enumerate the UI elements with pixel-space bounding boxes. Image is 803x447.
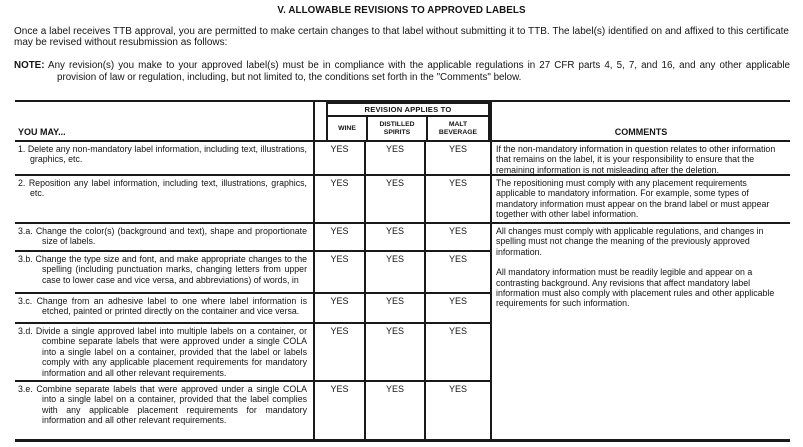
malt-beverage-value-row-2: YES: [424, 176, 490, 224]
distilled-spirits-value-row-3b: YES: [364, 252, 424, 294]
note-label: NOTE:: [14, 60, 45, 72]
distilled-spirits-value-row-3c: YES: [364, 294, 424, 324]
malt-beverage-value-row-3a: YES: [424, 224, 490, 252]
distilled-spirits-value-row-2: YES: [364, 176, 424, 224]
you-may-cell-row-3b: 3.b. Change the type size and font, and make appropriate changes to the spelling (including punctuation marks, changing letters from upper case to lower case and vice versa, and abbreviations) of words, in: [15, 252, 313, 294]
wine-value-row-3a: YES: [313, 224, 364, 252]
you-may-cell-row-3d: 3.d. Divide a single approved label into multiple labels on a container, or combine separate labels that were approved under a single COLA into a single label on a container, provided that the label or labels comply with any applicable placement requirements for mandatory information and all other relevant requirements.: [15, 324, 313, 382]
revision-applies-box: [326, 102, 490, 140]
intro-paragraph: Once a label receives TTB approval, you are permitted to make certain changes to that label without submitting it to TTB. The label(s) identified on and affixed to this certificate may be revised without resubmission as follows:: [14, 26, 789, 49]
document-page: [0, 5, 803, 447]
comments-header-cell: [490, 100, 790, 142]
revision-applies-header-cell: [313, 100, 490, 142]
malt-beverage-value-row-3c: YES: [424, 294, 490, 324]
you-may-cell-row-3c: 3.c. Change from an adhesive label to one where label information is etched, painted or printed directly on the container and vice versa.: [15, 294, 313, 324]
malt-beverage-value-row-1: YES: [424, 142, 490, 176]
beverage-column-headers: [328, 117, 488, 140]
distilled-spirits-value-row-1: YES: [364, 142, 424, 176]
note-text: Any revision(s) you make to your approved label(s) must be in compliance with the applicable regulations in 27 CFR parts 4, 5, 7, and 16, and any other applicable provision of law or regulation, including, but not limited to, the conditions set forth in the "Comments" below.: [48, 60, 790, 83]
note-paragraph: [14, 60, 790, 83]
section-title: V. ALLOWABLE REVISIONS TO APPROVED LABELS: [277, 5, 526, 16]
wine-value-row-3e: YES: [313, 382, 364, 442]
wine-value-row-3d: YES: [313, 324, 364, 382]
revision-applies-label: REVISION APPLIES TO: [328, 104, 488, 117]
wine-value-row-1: YES: [313, 142, 364, 176]
wine-value-row-3c: YES: [313, 294, 364, 324]
column-header-distilled-spirits: DISTILLED SPIRITS: [366, 117, 426, 140]
you-may-cell-row-1: 1. Delete any non-mandatory label information, including text, illustrations, graphics, etc.: [15, 142, 313, 176]
wine-value-row-2: YES: [313, 176, 364, 224]
allowable-revisions-table: [15, 100, 790, 442]
merged-comment-paragraph-1: All changes must comply with applicable regulations, and changes in spelling must not change the meaning of the previously approved information.: [496, 226, 764, 257]
comment-cell-row-1: If the non-mandatory information in question relates to other information that remains on the label, it is your responsibility to ensure that the remaining information is not misleading after the deletion.: [490, 142, 790, 176]
comment-cell-merged-3a-3e: [490, 224, 790, 442]
comments-header-label: COMMENTS: [614, 127, 668, 137]
you-may-header-label: YOU MAY...: [18, 127, 66, 137]
distilled-spirits-value-row-3d: YES: [364, 324, 424, 382]
column-header-wine: WINE: [338, 124, 356, 132]
malt-beverage-value-row-3b: YES: [424, 252, 490, 294]
you-may-cell-row-2: 2. Reposition any label information, including text, illustrations, graphics, etc.: [15, 176, 313, 224]
malt-beverage-value-row-3e: YES: [424, 382, 490, 442]
column-header-malt-beverage: MALT BEVERAGE: [426, 117, 488, 140]
merged-comment-paragraph-2: All mandatory information must be readily legible and appear on a contrasting background. Any revisions that affect mandatory label information must also comply with placement rules and other applicable requirements for such information.: [496, 267, 775, 309]
you-may-header-cell: [15, 100, 313, 142]
malt-beverage-value-row-3d: YES: [424, 324, 490, 382]
distilled-spirits-value-row-3e: YES: [364, 382, 424, 442]
comment-cell-row-2: The repositioning must comply with any placement requirements applicable to mandatory information. For example, some types of mandatory information must appear on the brand label or must appear together with other label information.: [490, 176, 790, 224]
distilled-spirits-value-row-3a: YES: [364, 224, 424, 252]
wine-value-row-3b: YES: [313, 252, 364, 294]
you-may-cell-row-3a: 3.a. Change the color(s) (background and text), shape and proportionate size of labels.: [15, 224, 313, 252]
you-may-cell-row-3e: 3.e. Combine separate labels that were approved under a single COLA into a single label on a container, provided that the label complies with any applicable placement requirements for mandatory information and all other relevant requirements.: [15, 382, 313, 442]
